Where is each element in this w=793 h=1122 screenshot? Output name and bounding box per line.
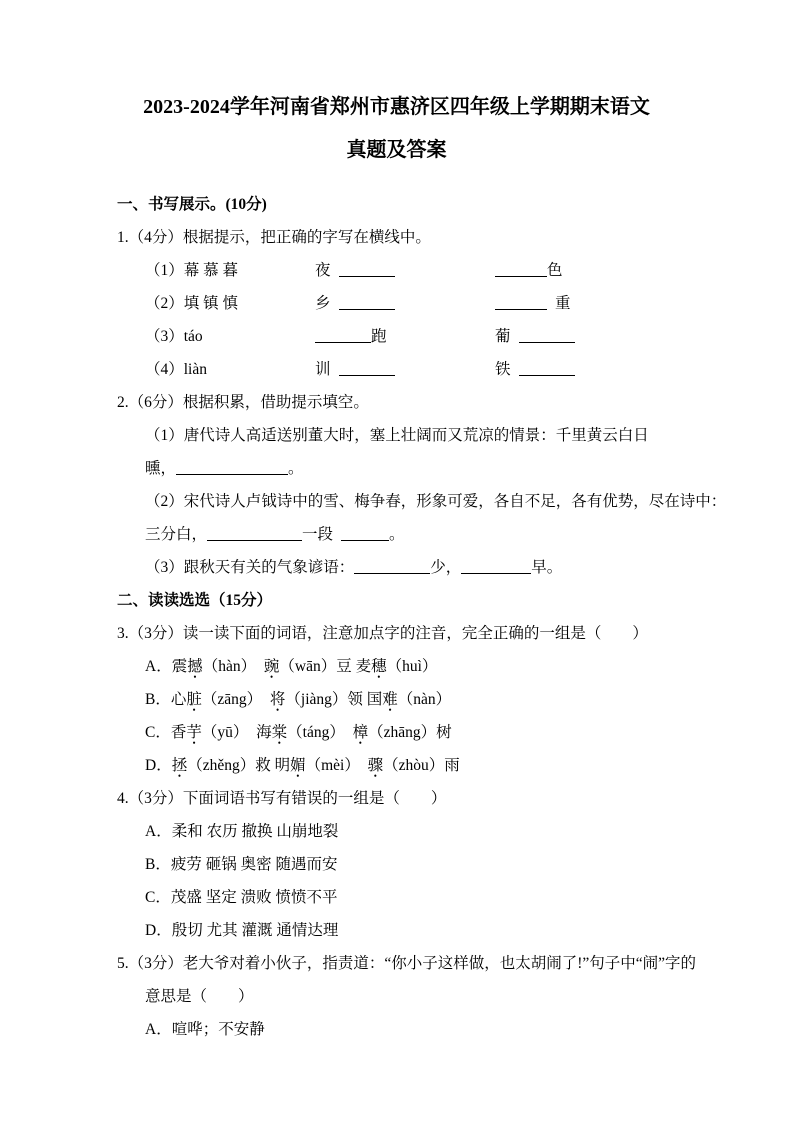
question-1-row-2 [117, 287, 676, 320]
question-3-option-b [117, 683, 676, 716]
q2-i1-text-before-blank: 曛， [145, 460, 177, 477]
question-1-row-4 [117, 353, 676, 386]
q1-r2-col3 [495, 287, 676, 320]
answer-blank [495, 296, 547, 310]
q3-b-seg-4: （jiàng）领 国 [285, 691, 383, 708]
q3-c-seg-2: （yū） 海 [201, 724, 272, 741]
q2-i1-text-after-blank: 。 [288, 460, 304, 477]
q1-r3-col3-text: 葡 [495, 328, 511, 345]
answer-blank [461, 560, 531, 574]
q3-d-dotted-char-2: 媚 [290, 757, 306, 774]
question-2-item-3 [117, 551, 676, 584]
q1-r1-col3-text: 色 [547, 262, 563, 279]
q3-c-dotted-char-1: 芋 [186, 724, 202, 741]
q1-r3-pinyin: （3）táo [145, 328, 203, 345]
q2-i2-text-1: 三分白， [145, 526, 208, 543]
q3-c-dotted-char-3: 樟 [352, 724, 369, 741]
paper-title-line-2: 真题及答案 [346, 139, 447, 161]
q3-d-seg-2: （zhěng）救 明 [187, 757, 291, 774]
q2-i2-text-2: 一段 [302, 526, 334, 543]
answer-blank [207, 527, 302, 541]
answer-blank [519, 362, 575, 376]
q1-r2-col2 [315, 287, 495, 320]
q3-a-seg-4: （wān）豆 麦 [279, 658, 372, 675]
question-3-stem: 3.（3分）读一读下面的词语，注意加点字的注音，完全正确的一组是（ ） [117, 625, 648, 642]
q1-r4-pinyin: （4）liàn [145, 361, 207, 378]
q3-c-seg-0: C．香 [145, 724, 187, 741]
question-4-option-d: D．殷切 尤其 灌溉 通情达理 [145, 922, 339, 939]
question-4-option-c: C．茂盛 坚定 溃败 愤愤不平 [145, 889, 338, 906]
question-3-option-a [117, 650, 676, 683]
paper-body [0, 188, 793, 1046]
q3-c-seg-6: （zhāng）树 [368, 724, 452, 741]
q1-r4-col3-text: 铁 [495, 361, 511, 378]
q2-i3-text-3: 早。 [531, 559, 563, 576]
q3-b-dotted-char-1: 脏 [186, 691, 202, 708]
question-2-item-2-line-2 [117, 518, 676, 551]
q2-i2-text-3: 。 [389, 526, 405, 543]
q3-b-seg-2: （zāng） [201, 691, 270, 708]
answer-blank [519, 329, 575, 343]
answer-blank [339, 296, 395, 310]
q3-a-seg-2: （hàn） [202, 658, 264, 675]
q3-c-dotted-char-2: 棠 [271, 724, 288, 741]
question-4-option-b: B．疲劳 砸锅 奥密 随遇而安 [145, 856, 338, 873]
question-3-option-d [117, 749, 676, 782]
q1-r3-col2 [315, 320, 495, 353]
paper-title-line-1: 2023-2024学年河南省郑州市惠济区四年级上学期期末语文 [143, 96, 650, 118]
q2-i3-text-1: （3）跟秋天有关的气象谚语： [145, 559, 355, 576]
answer-blank [495, 263, 547, 277]
q1-r2-characters: （2）填 镇 慎 [145, 295, 239, 312]
q3-d-dotted-char-3: 骤 [367, 757, 384, 774]
q1-r2-col2-text: 乡 [315, 295, 331, 312]
section-1-heading: 一、书写展示。(10分) [117, 196, 267, 213]
q3-a-dotted-char-2: 豌 [263, 658, 280, 675]
q1-r1-col2-text: 夜 [315, 262, 331, 279]
q3-b-seg-6: （nàn） [397, 691, 452, 708]
section-2-heading: 二、读读选选（15分） [117, 592, 273, 609]
answer-blank [339, 362, 395, 376]
q1-r1-characters: （1）幕 慕 暮 [145, 262, 239, 279]
q3-d-dotted-char-1: 拯 [171, 757, 188, 774]
question-4-option-a: A．柔和 农历 撤换 山崩地裂 [145, 823, 339, 840]
q1-r2-col3-text: 重 [555, 295, 571, 312]
answer-blank [341, 527, 389, 541]
q1-r4-col2 [315, 353, 495, 386]
q1-r3-col3 [495, 320, 676, 353]
paper-title [0, 86, 793, 172]
q3-b-seg-0: B．心 [145, 691, 187, 708]
question-1-row-1 [117, 254, 676, 287]
q3-c-seg-4: （táng） [287, 724, 353, 741]
question-2-item-2-line-1: （2）宋代诗人卢钺诗中的雪、梅争春，形象可爱，各自不足，各有优势，尽在诗中： [145, 493, 727, 510]
question-4-stem: 4.（3分）下面词语书写有错误的一组是（ ） [117, 790, 447, 807]
question-2-item-1-line-2 [117, 452, 676, 485]
question-5-stem-line-2: 意思是（ ） [145, 988, 254, 1005]
q1-r3-col2-text: 跑 [371, 328, 387, 345]
q1-r4-col3 [495, 353, 676, 386]
question-5-stem-line-1: 5.（3分）老大爷对着小伙子，指责道：“你小子这样做，也太胡闹了!”句子中“闹”字的 [117, 955, 697, 972]
answer-blank [176, 461, 288, 475]
q3-d-seg-0: D． [145, 757, 172, 774]
answer-blank [315, 329, 371, 343]
q3-b-dotted-char-2: 将 [269, 691, 286, 708]
question-1-stem: 1.（4分）根据提示，把正确的字写在横线中。 [117, 229, 431, 246]
q3-d-seg-4: （mèi） [305, 757, 368, 774]
q3-a-seg-0: A．震 [145, 658, 188, 675]
question-5-option-a: A．喧哗；不安静 [145, 1021, 265, 1038]
question-3-option-c [117, 716, 676, 749]
q2-i3-text-2: 少， [430, 559, 462, 576]
q3-d-seg-6: （zhòu）雨 [383, 757, 460, 774]
q3-a-seg-6: （huì） [386, 658, 438, 675]
question-1-row-3 [117, 320, 676, 353]
question-2-item-1-line-1: （1）唐代诗人高适送别董大时，塞上壮阔而又荒凉的情景：千里黄云白日 [145, 427, 649, 444]
question-2-stem: 2.（6分）根据积累，借助提示填空。 [117, 394, 369, 411]
q1-r4-col2-text: 训 [315, 361, 331, 378]
q3-a-dotted-char-3: 穗 [371, 658, 387, 675]
q3-a-dotted-char-1: 撼 [187, 658, 203, 675]
answer-blank [339, 263, 395, 277]
q1-r1-col3 [495, 254, 676, 287]
q1-r1-col2 [315, 254, 495, 287]
answer-blank [354, 560, 430, 574]
q3-b-dotted-char-3: 难 [382, 691, 398, 708]
